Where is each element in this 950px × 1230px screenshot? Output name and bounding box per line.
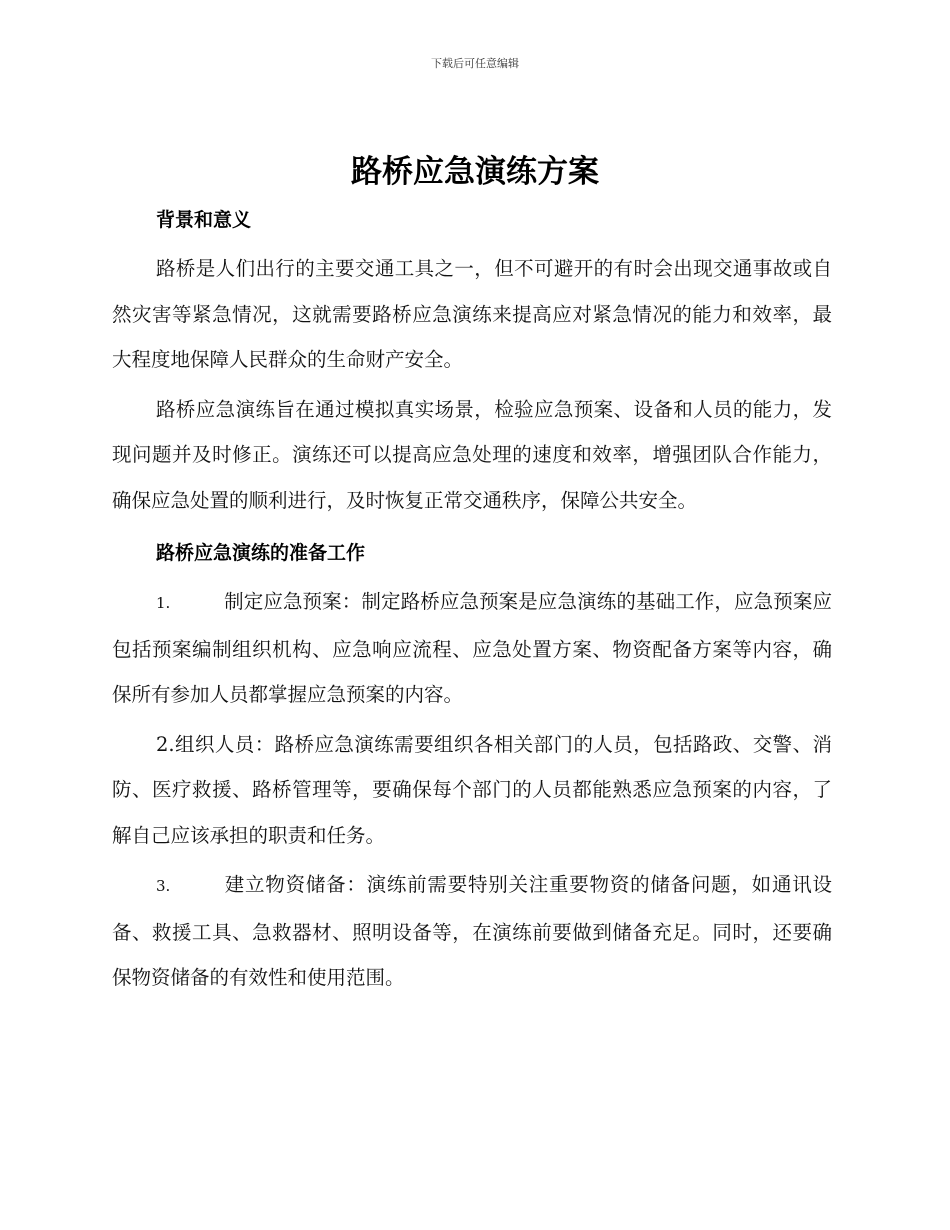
list-item-text: 建立物资储备：演练前需要特别关注重要物资的储备问题，如通讯设备、救援工具、急救器材、照明设备等，在演练前要做到储备充足。同时，还要确保物资储备的有效性和使用范围。 — [112, 873, 832, 989]
list-number: 3. — [156, 877, 171, 895]
list-item — [112, 862, 832, 1001]
section-heading-preparation: 路桥应急演练的准备工作 — [156, 542, 366, 564]
paragraph: 路桥应急演练旨在通过模拟真实场景，检验应急预案、设备和人员的能力，发现问题并及时修正。演练还可以提高应急处理的速度和效率，增强团队合作能力，确保应急处置的顺利进行，及时恢复正常交通秩序，保障公共安全。 — [112, 397, 832, 512]
list-item-text: 组织人员：路桥应急演练需要组织各相关部门的人员，包括路政、交警、消防、医疗救援、路桥管理等，要确保每个部门的人员都能熟悉应急预案的内容，了解自己应该承担的职责和任务。 — [112, 732, 832, 847]
list-item-text: 制定应急预案：制定路桥应急预案是应急演练的基础工作，应急预案应包括预案编制组织机构、应急响应流程、应急处置方案、物资配备方案等内容，确保所有参加人员都掌握应急预案的内容。 — [112, 590, 832, 706]
paragraph: 路桥是人们出行的主要交通工具之一，但不可避开的有时会出现交通事故或自然灾害等紧急情况，这就需要路桥应急演练来提高应对紧急情况的能力和效率，最大程度地保障人民群众的生命财产安全。 — [112, 257, 832, 371]
list-number: 1. — [156, 594, 171, 612]
list-number: 2. — [156, 732, 175, 756]
page-header-note: 下载后可任意编辑 — [431, 57, 519, 70]
list-item — [112, 579, 832, 718]
section-heading-background: 背景和意义 — [156, 209, 252, 231]
list-item — [112, 722, 832, 859]
document-title: 路桥应急演练方案 — [351, 154, 599, 190]
document-body — [112, 198, 832, 1001]
